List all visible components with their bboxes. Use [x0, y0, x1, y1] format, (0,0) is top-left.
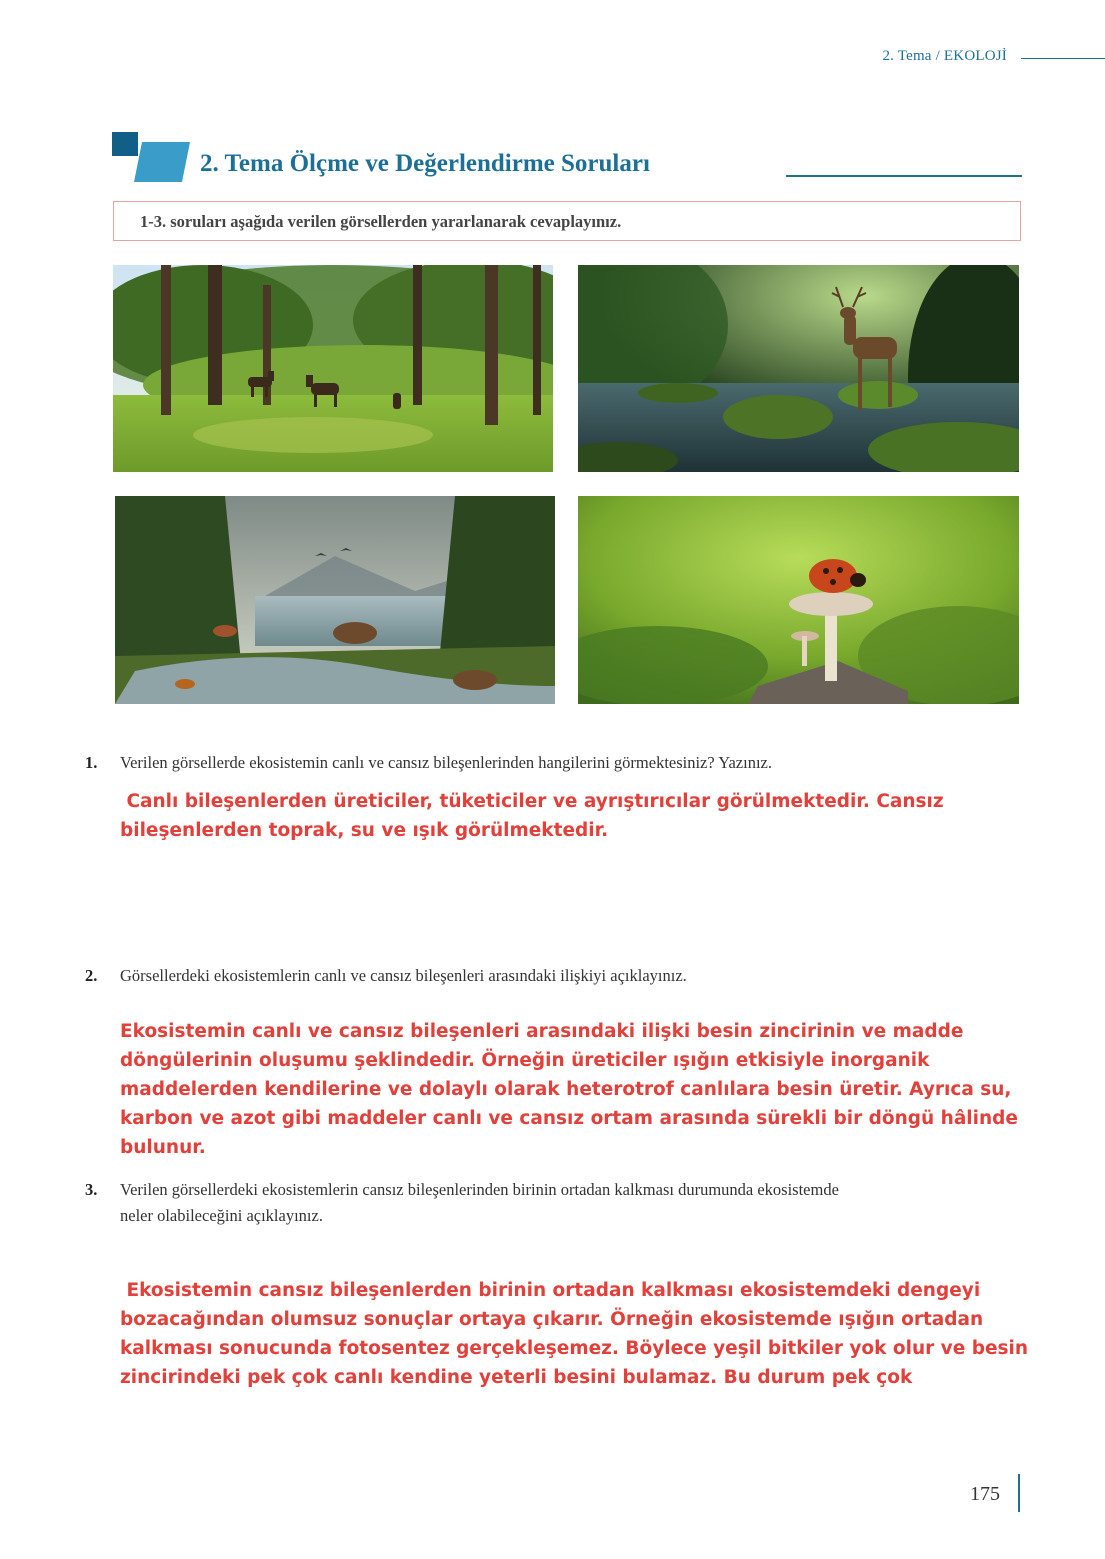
question-3-answer: Ekosistemin cansız bileşenlerden birinin ortadan kalkması ekosistemdeki dengeyi bozacağından olumsuz sonuçlar ortaya çıkarır. Örneğin ekosistemde ışığın ortadan kalkması sonucunda fotosentez gerçekleşemez. Böylece yeşil bitkiler yok olur ve besin zincirindeki pek çok canlı kendine yeterli besini bulamaz. Bu durum pek çok — [120, 1280, 1029, 1388]
page-number-rule — [1018, 1474, 1020, 1512]
question-2-number: 2. — [85, 966, 98, 985]
instruction-box — [113, 201, 1021, 241]
running-header-title: 2. Tema / EKOLOJİ — [882, 48, 1007, 64]
question-1-answer: Canlı bileşenlerden üreticiler, tüketiciler ve ayrıştırıcılar görülmektedir. Cansız bileşenlerden toprak, su ve ışık görülmektedir. — [120, 791, 944, 841]
instruction-text: 1-3. soruları aşağıda verilen görsellerden yararlanarak cevaplayınız. — [140, 212, 622, 231]
question-1-number: 1. — [85, 753, 98, 772]
photo-ladybug-mushroom — [578, 496, 1019, 704]
question-2-answer: Ekosistemin canlı ve cansız bileşenleri arasındaki ilişki besin zincirinin ve madde döngülerinin oluşumu şeklindedir. Örneğin üreticiler ışığın etkisiyle inorganik maddelerden kendilerine ve dolaylı olarak heterotrof canlılara besin üretir. Ayrıca su, karbon ve azot gibi maddeler canlı ve cansız ortam arasında sürekli bir döngü hâlinde bulunur. — [120, 1021, 1018, 1158]
question-3-text: Verilen görsellerdeki ekosistemlerin cansız bileşenlerinden birinin ortadan kalkması durumunda ekosistemde neler olabileceğini açıklayınız. — [120, 1180, 839, 1225]
running-header — [882, 48, 1105, 65]
title-decoration-icon — [112, 132, 192, 184]
photo-lake-animals — [115, 496, 555, 704]
page-number: 175 — [970, 1483, 1000, 1505]
question-3-number: 3. — [85, 1180, 98, 1199]
photo-forest-horses — [113, 265, 553, 472]
question-2-text: Görsellerdeki ekosistemlerin canlı ve cansız bileşenleri arasındaki ilişkiyi açıklayınız. — [120, 966, 687, 985]
title-rule — [786, 175, 1022, 177]
question-1-text: Verilen görsellerde ekosistemin canlı ve cansız bileşenlerinden hangilerini görmektesiniz? Yazınız. — [120, 753, 772, 772]
section-title: 2. Tema Ölçme ve Değerlendirme Soruları — [200, 150, 650, 177]
running-header-rule — [1021, 58, 1105, 59]
photo-deer-stream — [578, 265, 1019, 472]
